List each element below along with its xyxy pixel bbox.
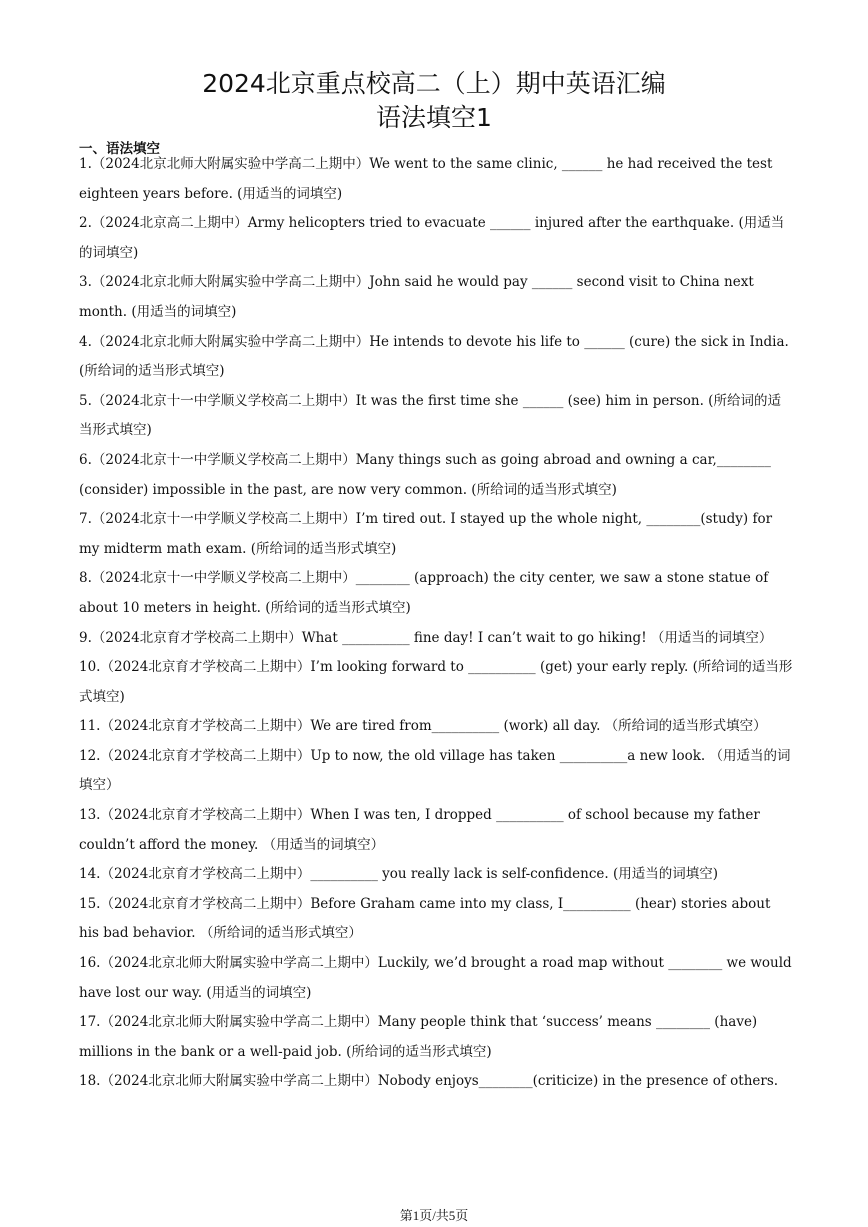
question-item: 11.（2024北京育才学校高二上期中）We are tired from__________ (work) all day. （所给词的适当形式填空） xyxy=(79,718,767,735)
question-item: 17.（2024北京北师大附属实验中学高二上期中）Many people think that ‘success’ means ________ (have) millions in the bank or a well-paid job. (所给词的适当形式填空) xyxy=(79,1014,758,1060)
question-item: 3.（2024北京北师大附属实验中学高二上期中）John said he would pay ______ second visit to China next month. (用适当的词填空) xyxy=(79,274,754,320)
question-item: 14.（2024北京育才学校高二上期中）__________ you really lack is self-confidence. (用适当的词填空) xyxy=(79,866,719,883)
question-item: 10.（2024北京育才学校高二上期中）I’m looking forward to __________ (get) your early reply. (所给词的适当形式填空) xyxy=(79,659,793,705)
question-item: 16.（2024北京北师大附属实验中学高二上期中）Luckily, we’d brought a road map without ________ we would have lost our way. (用适当的词填空) xyxy=(79,955,792,1001)
question-item: 4.（2024北京北师大附属实验中学高二上期中）He intends to devote his life to ______ (cure) the sick in India. (所给词的适当形式填空) xyxy=(79,333,789,380)
question-item: 1.（2024北京北师大附属实验中学高二上期中）We went to the same clinic, ______ he had received the test eighteen years before. (用适当的词填空) xyxy=(79,156,773,202)
section-heading: 一、语法填空 xyxy=(79,141,160,157)
question-item: 12.（2024北京育才学校高二上期中）Up to now, the old village has taken __________a new look. （用适当的词填空） xyxy=(79,747,791,794)
question-item: 8.（2024北京十一中学顺义学校高二上期中）________ (approach) the city center, we saw a stone statue of about 10 meters in height. (所给词的适当形式填空) xyxy=(79,570,769,616)
question-list xyxy=(79,150,793,1097)
question-item: 15.（2024北京育才学校高二上期中）Before Graham came into my class, I__________ (hear) stories about his bad behavior. （所给词的适当形式填空） xyxy=(79,895,771,942)
page-number: 第1页/共5页 xyxy=(399,1208,469,1223)
question-item: 6.（2024北京十一中学顺义学校高二上期中）Many things such as going abroad and owning a car,________ (consider) impossible in the past, are now very common. (所给词的适当形式填空) xyxy=(79,451,771,498)
document-title: 2024北京重点校高二（上）期中英语汇编 xyxy=(202,69,666,98)
question-item: 9.（2024北京育才学校高二上期中）What __________ fine day! I can’t wait to go hiking! （用适当的词填空） xyxy=(79,629,773,646)
document-subtitle: 语法填空1 xyxy=(376,103,492,132)
question-item: 5.（2024北京十一中学顺义学校高二上期中）It was the first time she ______ (see) him in person. (所给词的适当形式填空) xyxy=(79,392,781,439)
question-item: 18.（2024北京北师大附属实验中学高二上期中）Nobody enjoys________(criticize) in the presence of others. xyxy=(79,1073,779,1090)
question-item: 7.（2024北京十一中学顺义学校高二上期中）I’m tired out. I stayed up the whole night, ________(study) for my midterm math exam. (所给词的适当形式填空) xyxy=(79,511,773,557)
question-item: 2.（2024北京高二上期中）Army helicopters tried to evacuate ______ injured after the earthquake. (用适当的词填空) xyxy=(79,215,785,261)
question-item: 13.（2024北京育才学校高二上期中）When I was ten, I dropped __________ of school because my father couldn’t afford the money. （用适当的词填空） xyxy=(79,807,760,853)
